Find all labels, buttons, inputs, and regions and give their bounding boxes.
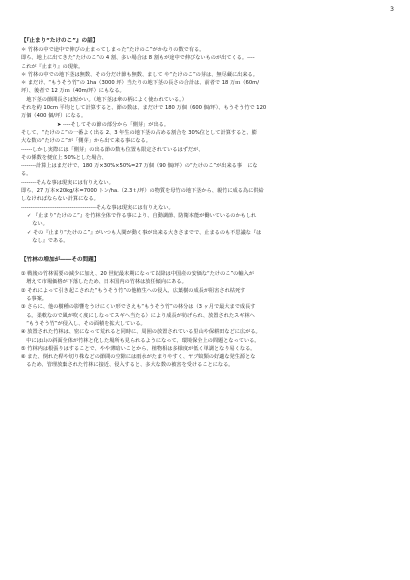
paragraph-line: そして、“たけのこ”の一番よく出る 2、3 年生の地下茎の占める割合を 30%位として計算すると、膨	[21, 129, 257, 136]
paragraph-line: これが『止まり』の現象。	[21, 63, 84, 70]
numbered-list-line: ⑥ また、倒れた稈や切り株などの節間の空隙には雨水がたまりやすく、ヤブ蚊類の好適な発生源とな	[21, 354, 256, 361]
section-heading-stopped-bamboo: 【『止まり“たけのこ”』の話】	[21, 38, 99, 44]
numbered-list-line: ④ 放置された竹林は、密になって荒れると同時に、周囲の放置されている里山や保耕田などに広がる。	[21, 329, 261, 336]
paragraph-line: 坪）、後者で 12 万ｍ（40m/坪）にもなる。	[21, 88, 125, 95]
paragraph-line: 即ち、27 万本×20kg/本=7000 トン/ha.（2.3ｔ/坪）の物質を母竹の地下茎から、親竹に成る為に供給	[21, 188, 264, 195]
paragraph-line: 万個（400 個/坪）になる。	[21, 113, 87, 120]
paragraph-line: しなければならない計算になる。	[21, 196, 99, 203]
page-number: 3	[390, 6, 394, 13]
paragraph-line: ----------------------------------------そんな事は現実には有りえない。	[21, 204, 174, 211]
paragraph-line: ＊ 竹林の中での地下茎は無数、その分だけ節も無数、まして や“たけのこ”の芽は、無尽蔵に出来る。	[21, 71, 258, 78]
numbered-list-line: ⑤ 竹林内は根張りはすることで、やや薄暗いことから、植物相は多様度が低く単調となり易くなる。	[21, 345, 256, 352]
checkmark-bullet-line: ない。	[27, 221, 48, 228]
paragraph-line: ＊ 竹林の中で途中で伸びの止まってしまった“たけのこ”がかなりの数で有る。	[21, 47, 205, 53]
paragraph-line: ＊ まだけ、“もうそう竹”の 1ha（3000 坪）当たりの地下茎の長さの合計は、前者で 18 万ｍ（60m/	[21, 80, 259, 87]
numbered-list-line: 増えて市場価格が下落したため、日本国内の竹林は放任傾向にある。	[21, 279, 187, 286]
arrow-bullet-line: ➤ ----そしてその節の部分から「側芽」が出る。	[57, 121, 170, 128]
paragraph-line: 地下茎の節間長さは短かい。（地下茎は傘の柄によく使われている。）	[21, 96, 187, 103]
paragraph-line: その係数を便宜上 50%とした場合、	[21, 154, 107, 161]
document-body	[21, 37, 395, 370]
numbered-list-line: ① 戦後の竹林需要の減少に加え、20 世紀最末期になって以降は中国産の安価な“たけのこ”の輸入が	[21, 271, 254, 278]
checkmark-bullet-line: なし』である。	[27, 237, 69, 244]
paragraph-line: --------そんな事は現実には有りえない。	[21, 179, 114, 186]
numbered-list-line: る。柔軟なので風が吹く度にしなってスギへ当たる）により成長が妨げられ、放置されたスギ林へ	[21, 312, 255, 319]
paragraph-line: 大な数の“たけのこ”が「側芽」から出て来る事になる。	[21, 138, 151, 145]
numbered-list-line: 中には山の斜面全体が竹林と化した場所も見られるようになって、環境保全上の問題となっている。	[21, 337, 260, 344]
numbered-list-line: るため、管理放棄された竹林に接近、侵入すると、多大な数の被害を受けることになる。	[21, 362, 234, 369]
paragraph-line: それを約 10cm 平均として計算すると、節の数は、まだけで 180 万個（600 個/坪）、もうそう竹で 120	[21, 105, 267, 112]
paragraph-line: --------計算上はまだけで、180 万×30%×50%=27 万個（90 個/坪）の“たけのこ”が出来る事 にな	[21, 163, 258, 170]
paragraph-line: る。	[21, 171, 32, 178]
numbered-list-line: ③ さらに、他の樹種の影響をうけにくい形でさえも“もうそう竹”の林分は（3 ヶ月で最大まで成長す	[21, 304, 256, 311]
numbered-list-line: る事案。	[21, 296, 47, 303]
paragraph-line: ------しかし実際には「側芽」の出る節の数も位置も限定されているはずだが、	[21, 146, 204, 153]
checkmark-bullet-line: ✓ その『止まり“たけのこ”』がいつも人間が動く事が出来る大きさまでで、止まるのも不思議な『は	[27, 229, 262, 236]
section-heading-bamboo-increase: 【竹林の増加が――その問題】	[21, 257, 100, 264]
section-spacer	[21, 245, 395, 256]
paragraph-line: 即ち、地上に出てきた“たけのこ”の 4 割、多い場合は 8 割もが途中で伸びないものが出てくる。----	[21, 55, 255, 62]
numbered-list-line: ② それによって引き起こされた“もうそう竹”の他植生への侵入、広葉樹の成長が阻害され枯死す	[21, 287, 246, 294]
checkmark-bullet-line: ✓ 『止まり“たけのこ”』を竹林全体で作る事により、自動調節、防衛本能が働いているのかもしれ	[27, 212, 257, 219]
numbered-list-line: “もうそう竹”が侵入し、その面積を拡大している。	[21, 320, 146, 327]
